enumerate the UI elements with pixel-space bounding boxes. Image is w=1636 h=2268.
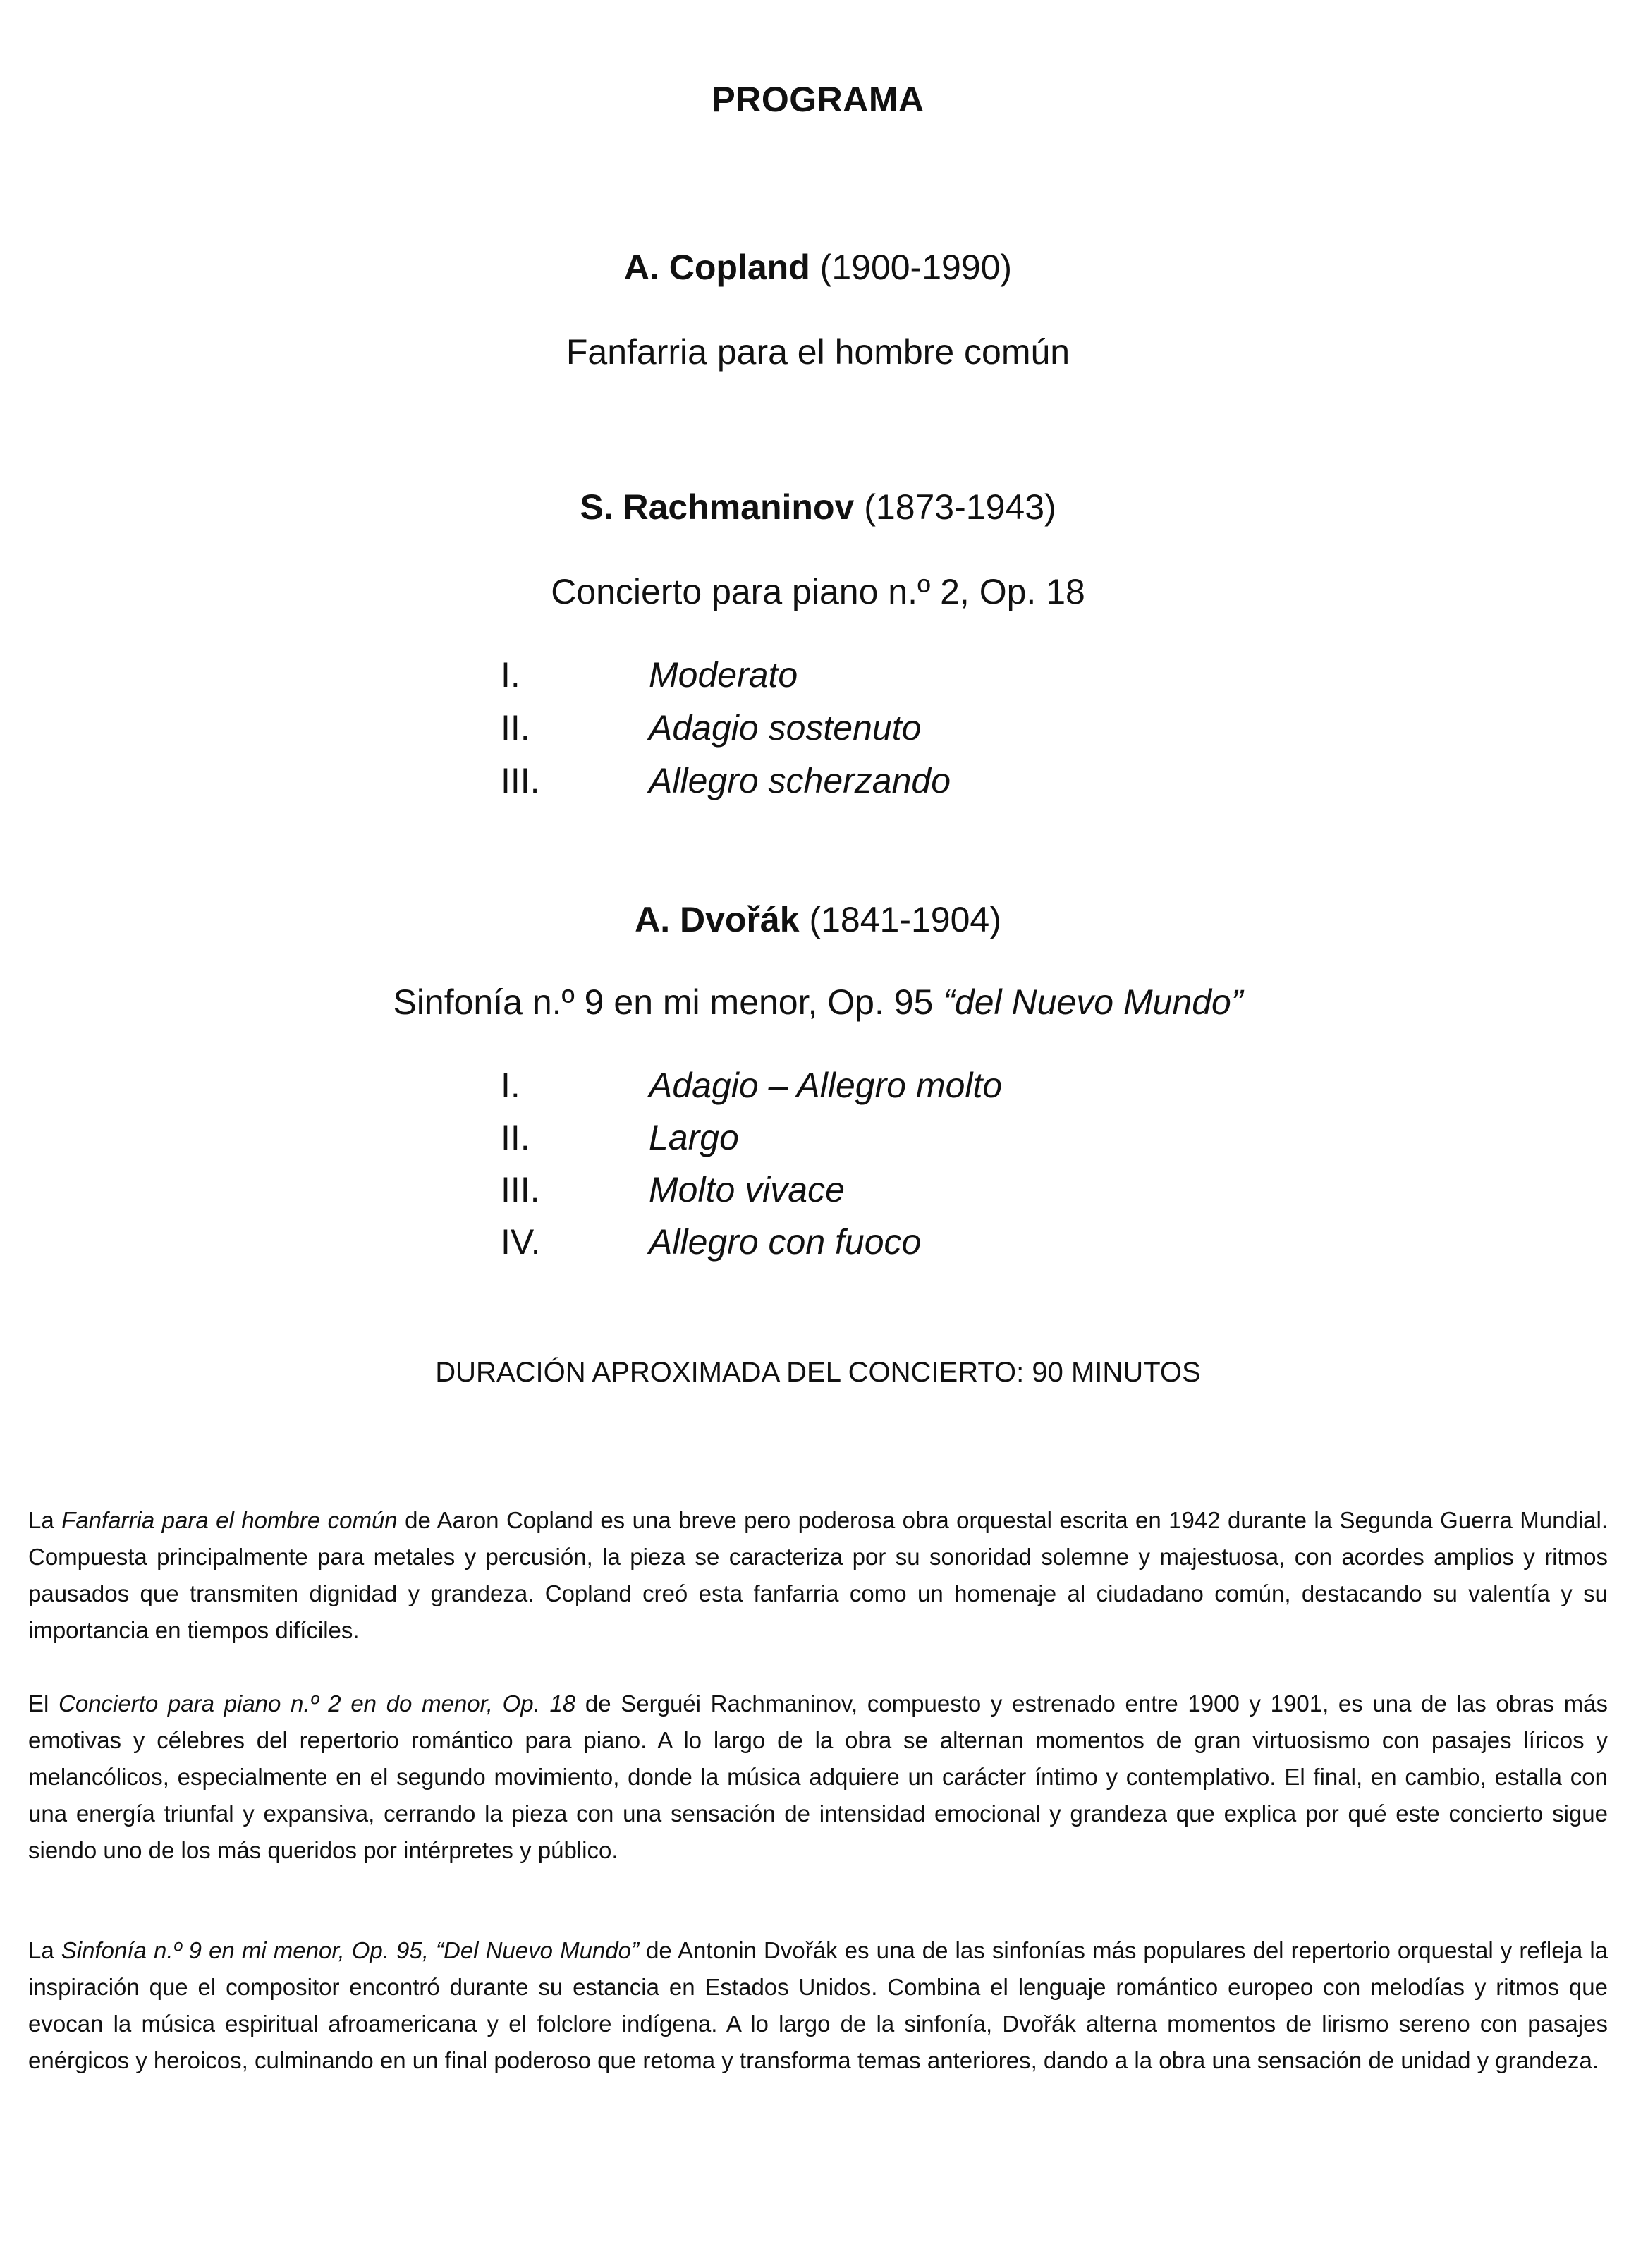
- note-work-title: Fanfarria para el hombre común: [61, 1507, 398, 1533]
- movement-number: III.: [501, 1170, 540, 1209]
- note-work-title: Concierto para piano n.º 2 en do menor, Op. 18: [59, 1690, 576, 1717]
- movement-number: III.: [501, 761, 540, 800]
- note-work-title: Sinfonía n.º 9 en mi menor, Op. 95, “Del Nuevo Mundo”: [61, 1937, 639, 1963]
- work-title: Fanfarria para el hombre común: [566, 332, 1070, 372]
- note-prefix: La: [28, 1507, 62, 1533]
- work-title: Concierto para piano n.º 2, Op. 18: [551, 572, 1085, 611]
- composer-name: A. Dvořák: [635, 900, 800, 939]
- movement-number: II.: [501, 1118, 530, 1157]
- movement-name: Allegro con fuoco: [649, 1222, 922, 1262]
- movement-name: Allegro scherzando: [649, 761, 951, 800]
- composer-copland: [0, 247, 1636, 288]
- note-prefix: El: [28, 1690, 59, 1717]
- composer-dates: (1841-1904): [809, 900, 1001, 939]
- page-title: PROGRAMA: [712, 80, 924, 119]
- movement-name: Adagio – Allegro molto: [649, 1066, 1003, 1105]
- movement-name: Molto vivace: [649, 1170, 845, 1209]
- movement-number: I.: [501, 1066, 520, 1105]
- program-note-copland: [28, 1502, 1608, 1649]
- work-title-nickname: “del Nuevo Mundo”: [943, 982, 1243, 1022]
- note-prefix: La: [28, 1937, 61, 1963]
- note-body: de Aaron Copland es una breve pero poderosa obra orquestal escrita en 1942 durante la Segunda Guerra Mundial. Compuesta principalmente para metales y percusión, la pieza se caracteriza por su sonoridad solemne y majestuosa, con acordes amplios y ritmos pausados que transmiten dignidad y grandeza. Copland creó esta fanfarria como un homenaje al ciudadano común, destacando su valentía y su importancia en tiempos difíciles.: [28, 1507, 1608, 1643]
- composer-name: S. Rachmaninov: [580, 487, 855, 527]
- work-title-main: Sinfonía n.º 9 en mi menor, Op. 95: [393, 982, 944, 1022]
- composer-rachmaninov: [0, 487, 1636, 528]
- composer-dates: (1873-1943): [864, 487, 1056, 527]
- movement-number: I.: [501, 655, 520, 695]
- work-title: [0, 982, 1636, 1023]
- movement-number: IV.: [501, 1222, 541, 1262]
- program-note-dvorak: [28, 1932, 1608, 2079]
- movement-name: Moderato: [649, 655, 798, 695]
- composer-name: A. Copland: [623, 248, 810, 287]
- composer-dates: (1900-1990): [819, 248, 1013, 287]
- movement-name: Adagio sostenuto: [649, 708, 922, 748]
- movement-number: II.: [501, 708, 530, 748]
- program-note-rachmaninov: [28, 1685, 1608, 1869]
- note-body: de Serguéi Rachmaninov, compuesto y estrenado entre 1900 y 1901, es una de las obras más emotivas y célebres del repertorio romántico para piano. A lo largo de la obra se alternan momentos de gran virtuosismo con pasajes líricos y melancólicos, especialmente en el segundo movimiento, donde la música adquiere un carácter íntimo y contemplativo. El final, en cambio, estalla con una energía triunfal y expansiva, cerrando la pieza con una sensación de intensidad emocional y grandeza que explica por qué este concierto sigue siendo uno de los más queridos por intérpretes y público.: [28, 1690, 1608, 1863]
- composer-dvorak: [0, 899, 1636, 940]
- note-body: de Antonin Dvořák es una de las sinfonías más populares del repertorio orquestal y refleja la inspiración que el compositor encontró durante su estancia en Estados Unidos. Combina el lenguaje romántico europeo con melodías y ritmos que evocan la música espiritual afroamericana y el folclore indígena. A lo largo de la sinfonía, Dvořák alterna momentos de lirismo sereno con pasajes enérgicos y heroicos, culminando en un final poderoso que retoma y transforma temas anteriores, dando a la obra una sensación de unidad y grandeza.: [28, 1937, 1608, 2073]
- movement-name: Largo: [649, 1118, 739, 1157]
- concert-duration: DURACIÓN APROXIMADA DEL CONCIERTO: 90 MINUTOS: [435, 1357, 1201, 1388]
